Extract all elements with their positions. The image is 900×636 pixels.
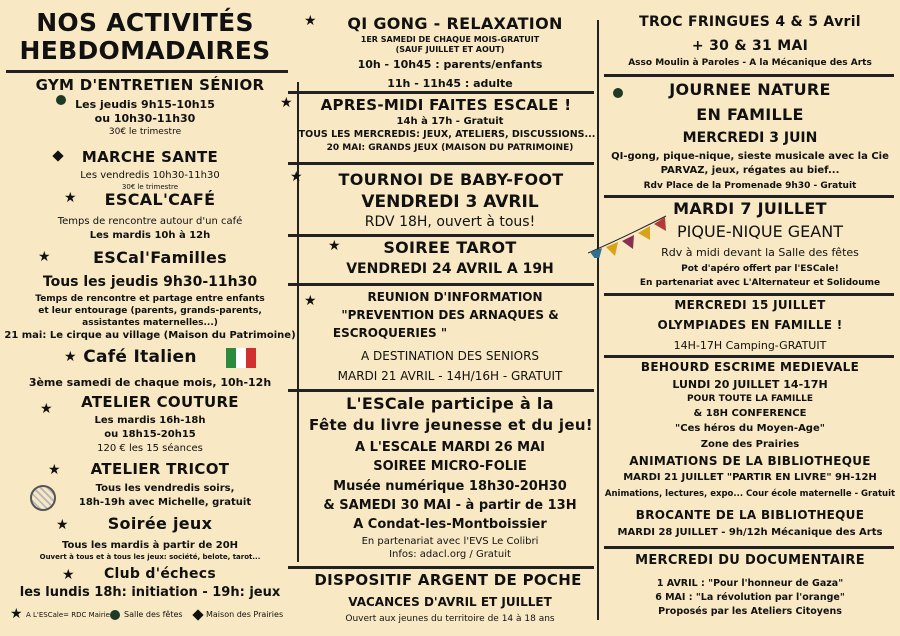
behourd-topic: "Ces héros du Moyen-Age" — [675, 423, 825, 434]
poche-dates: VACANCES D'AVRIL ET JUILLET — [348, 595, 552, 609]
babyfoot-rdv: RDV 18H, ouvert à tous! — [364, 214, 536, 230]
echecs-time: les lundis 18h: initiation - 19h: jeux — [19, 585, 281, 600]
page-title-line2: HEBDOMADAIRES — [19, 36, 271, 65]
qigong-adult: 11h - 11h45 : adulte — [387, 77, 513, 90]
maison-des-prairies-icon — [192, 609, 203, 620]
animations-date: MARDI 21 JUILLET "PARTIR EN LIVRE" 9H-12H — [623, 472, 877, 483]
tricot-title: ATELIER TRICOT — [90, 460, 230, 478]
familles-event: 21 mai: Le cirque au village (Maison du Patrimoine) — [4, 330, 296, 341]
escale-icon: ★ — [62, 567, 75, 583]
reunion-date: MARDI 21 AVRIL - 14H/16H - GRATUIT — [337, 369, 563, 383]
tricot-time: Tous les vendredis soirs, — [95, 483, 235, 494]
divider — [288, 91, 594, 94]
fete-title1: L'ESCale participe à la — [346, 394, 554, 413]
brocante-date: MARDI 28 JUILLET - 9h/12h Mécanique des Arts — [617, 527, 883, 538]
babyfoot-date: VENDREDI 3 AVRIL — [361, 192, 539, 212]
escale-icon: ★ — [290, 169, 303, 185]
reunion-audience: A DESTINATION DES SENIORS — [360, 349, 540, 363]
fete-location: A Condat-les-Montboissier — [353, 517, 547, 532]
jeux-time: Tous les mardis à partir de 20H — [61, 540, 239, 551]
reunion-title: REUNION D'INFORMATION — [367, 290, 543, 304]
couture-time-alt: ou 18h15-20h15 — [104, 429, 196, 440]
legend-escale: A L'ESCale= RDC Mairie — [26, 611, 110, 619]
escale-icon: ★ — [48, 462, 61, 478]
nature-desc1: QI-gong, pique-nique, sieste musicale avec la Cie — [611, 151, 889, 162]
qigong-freq: 1ER SAMEDI DE CHAQUE MOIS-GRATUIT — [360, 35, 540, 44]
apresmidi-time: 14h à 17h - Gratuit — [396, 116, 504, 127]
escale-icon: ★ — [56, 517, 69, 533]
yarn-ball-icon — [30, 485, 56, 511]
column-divider — [297, 82, 299, 562]
tricot-detail: 18h-19h avec Michelle, gratuit — [78, 497, 252, 508]
couture-price: 120 € les 15 séances — [97, 443, 203, 454]
legend-prairies: Maison des Prairies — [206, 610, 284, 619]
column-divider — [597, 20, 599, 620]
legend-salle: Salle des fêtes — [124, 610, 183, 619]
poche-title: DISPOSITIF ARGENT DE POCHE — [314, 571, 582, 589]
behourd-conference: & 18H CONFERENCE — [693, 408, 807, 419]
troc-dates: + 30 & 31 MAI — [691, 38, 809, 54]
olympiades-title: OLYMPIADES EN FAMILLE ! — [657, 318, 843, 332]
olympiades-date: MERCREDI 15 JUILLET — [674, 298, 826, 312]
qigong-except: (SAUF JUILLET ET AOUT) — [395, 45, 505, 54]
gym-time: Les jeudis 9h15-10h15 — [75, 98, 215, 111]
animations-title: ANIMATIONS DE LA BIBLIOTHEQUE — [629, 454, 871, 468]
behourd-audience: POUR TOUTE LA FAMILLE — [687, 394, 813, 404]
troc-title: TROC FRINGUES 4 & 5 Avril — [639, 14, 861, 30]
divider — [288, 162, 594, 165]
documentaire-item2: 6 MAI : "La révolution par l'orange" — [655, 592, 845, 603]
escale-icon: ★ — [10, 606, 23, 622]
fete-partner: En partenariat avec l'EVS Le Colibri — [361, 536, 539, 547]
fete-soiree: SOIREE MICRO-FOLIE — [373, 459, 527, 474]
gym-title: GYM D'ENTRETIEN SÉNIOR — [35, 76, 265, 94]
divider — [6, 70, 288, 73]
fete-infos: Infos: adacl.org / Gratuit — [389, 549, 511, 560]
apresmidi-title: APRES-MIDI FAITES ESCALE ! — [320, 96, 572, 114]
documentaire-item1: 1 AVRIL : "Pour l'honneur de Gaza" — [656, 578, 844, 589]
apresmidi-wednesdays: TOUS LES MERCREDIS: JEUX, ATELIERS, DISCUSSIONS... — [298, 129, 596, 140]
behourd-location: Zone des Prairies — [700, 439, 800, 450]
piquenique-apero: Pot d'apéro offert par l'ESCale! — [681, 264, 839, 274]
qigong-kids: 10h - 10h45 : parents/enfants — [357, 58, 543, 71]
qigong-title: QI GONG - RELAXATION — [347, 14, 563, 33]
escale-icon: ★ — [328, 238, 341, 254]
tarot-date: VENDREDI 24 AVRIL A 19H — [346, 261, 554, 277]
troc-org: Asso Moulin à Paroles - A la Mécanique des Arts — [628, 58, 872, 68]
escale-icon: ★ — [64, 349, 77, 365]
poche-audience: Ouvert aux jeunes du territoire de 14 à 18 ans — [345, 614, 555, 624]
divider — [604, 74, 894, 77]
italy-flag-icon — [226, 348, 256, 368]
divider — [604, 195, 894, 198]
divider — [288, 283, 594, 286]
escale-icon: ★ — [304, 293, 317, 309]
fete-date: A L'ESCALE MARDI 26 MAI — [355, 440, 545, 455]
page-title-line1: NOS ACTIVITÉS — [36, 8, 254, 37]
nature-title2: EN FAMILLE — [696, 105, 804, 124]
documentaire-credit: Proposés par les Ateliers Citoyens — [658, 606, 842, 617]
nature-date: MERCREDI 3 JUIN — [682, 130, 818, 146]
familles-desc1: Temps de rencontre et partage entre enfants — [35, 294, 265, 304]
babyfoot-title: TOURNOI DE BABY-FOOT — [338, 170, 564, 189]
nature-rdv: Rdv Place de la Promenade 9h30 - Gratuit — [643, 181, 857, 191]
behourd-title: BEHOURD ESCRIME MEDIEVALE — [640, 360, 860, 374]
salle-des-fetes-icon — [110, 610, 120, 620]
jeux-title: Soirée jeux — [107, 514, 213, 533]
escale-icon: ★ — [38, 249, 51, 265]
divider — [604, 293, 894, 296]
echecs-title: Club d'échecs — [103, 566, 217, 582]
familles-desc2: et leur entourage (parents, grands-parents, — [38, 306, 262, 316]
documentaire-title: MERCREDI DU DOCUMENTAIRE — [635, 553, 865, 568]
escalcafe-title: ESCAL'CAFÉ — [104, 190, 216, 209]
brocante-title: BROCANTE DE LA BIBLIOTHEQUE — [635, 508, 865, 522]
couture-title: ATELIER COUTURE — [81, 393, 239, 411]
animations-desc: Animations, lectures, expo... Cour école maternelle - Gratuit — [604, 489, 896, 499]
divider — [288, 389, 594, 392]
cafeitalien-title: Café Italien — [83, 347, 197, 367]
fete-title2: Fête du livre jeunesse et du jeu! — [309, 416, 593, 434]
marche-title: MARCHE SANTE — [81, 148, 219, 166]
reunion-subject1: "PREVENTION DES ARNAQUES & — [341, 308, 559, 322]
tarot-title: SOIREE TAROT — [383, 238, 517, 257]
behourd-date: LUNDI 20 JUILLET 14-17H — [672, 378, 828, 391]
divider — [288, 234, 594, 237]
familles-desc3: assistantes maternelles...) — [82, 318, 218, 328]
reunion-subject2: ESCROQUERIES " — [332, 326, 448, 340]
marche-time: Les vendredis 10h30-11h30 — [80, 170, 220, 181]
nature-title1: JOURNEE NATURE — [669, 80, 831, 99]
piquenique-rdv: Rdv à midi devant la Salle des fêtes — [661, 246, 859, 259]
escale-icon: ★ — [64, 190, 77, 206]
familles-time: Tous les jeudis 9h30-11h30 — [42, 274, 258, 290]
piquenique-partner: En partenariat avec L'Alternateur et Solidoume — [639, 278, 881, 288]
gym-time-alt: ou 10h30-11h30 — [94, 112, 196, 125]
olympiades-time: 14H-17H Camping-GRATUIT — [673, 339, 827, 352]
divider — [288, 566, 594, 569]
piquenique-date: MARDI 7 JUILLET — [673, 199, 827, 218]
escalcafe-time: Les mardis 10h à 12h — [89, 230, 211, 241]
gym-price: 30€ le trimestre — [108, 127, 182, 137]
escalcafe-desc: Temps de rencontre autour d'un café — [57, 216, 243, 227]
apresmidi-may: 20 MAI: GRANDS JEUX (MAISON DU PATRIMOINE) — [326, 143, 574, 153]
jeux-detail: Ouvert à tous et à tous les jeux: société, belote, tarot... — [39, 553, 261, 561]
couture-time: Les mardis 16h-18h — [94, 415, 206, 426]
marche-price: 30€ le trimestre — [121, 183, 179, 191]
divider — [604, 546, 894, 549]
escale-icon: ★ — [304, 13, 317, 29]
fete-musee: Musée numérique 18h30-20H30 — [333, 479, 567, 494]
fete-samedi: & SAMEDI 30 MAI - à partir de 13H — [323, 498, 577, 513]
familles-title: ESCal'Familles — [93, 248, 227, 267]
escale-icon: ★ — [40, 401, 53, 417]
piquenique-title: PIQUE-NIQUE GEANT — [677, 222, 843, 241]
escale-icon: ★ — [280, 95, 293, 111]
cafeitalien-time: 3ème samedi de chaque mois, 10h-12h — [28, 376, 272, 389]
divider — [604, 355, 894, 358]
nature-desc2: PARVAZ, jeux, régates au bief... — [660, 165, 840, 176]
